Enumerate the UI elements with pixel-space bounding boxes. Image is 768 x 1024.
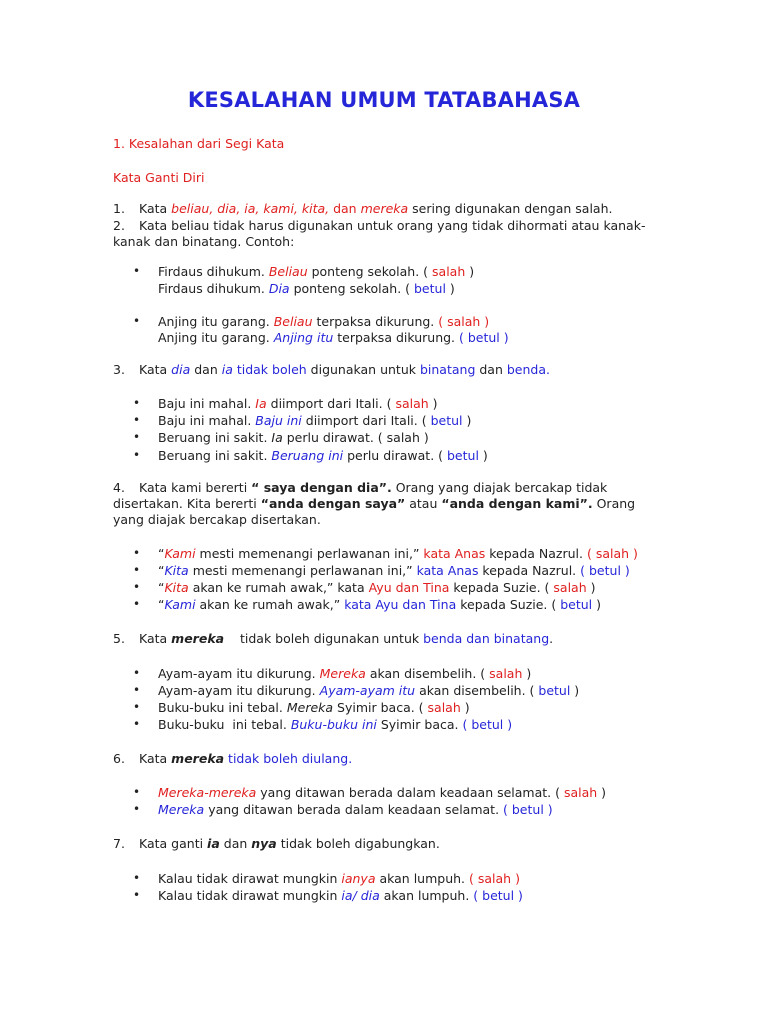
list-item <box>158 412 471 429</box>
text-span: Kata <box>139 631 172 646</box>
text-span: betul <box>414 281 446 296</box>
bullet-icon: • <box>133 717 141 731</box>
text-span: kepada Nazrul. <box>478 563 581 578</box>
text-span: ) <box>465 264 475 279</box>
text-span: Mereka <box>319 666 366 681</box>
text-span: salah <box>553 580 587 595</box>
text-span: Kata <box>139 751 172 766</box>
text-span: kepada Suzie. ( <box>456 597 561 612</box>
text: Kata <box>139 201 172 216</box>
list-item <box>158 395 438 412</box>
text: dan <box>329 201 361 216</box>
text-span: akan ke rumah awak,” kata <box>188 580 369 595</box>
point-4-cont <box>113 495 635 512</box>
text-span: Syimir baca. ( <box>333 700 428 715</box>
text-span: Kita <box>164 580 189 595</box>
bullet-icon: • <box>133 666 141 680</box>
text-span: digunakan untuk <box>306 362 420 377</box>
text-span: yang diajak bercakap disertakan. <box>113 512 321 527</box>
text-span: kata Anas <box>423 546 486 561</box>
text-span: disertakan. Kita bererti <box>113 496 261 511</box>
subheading: Kata Ganti Diri <box>113 170 205 185</box>
text-span: 4. <box>113 480 125 495</box>
text-span: Anjing itu <box>273 330 334 345</box>
text-span: terpaksa dikurung. <box>333 330 459 345</box>
text-span: ponteng sekolah. ( <box>289 281 414 296</box>
text-span: Mereka <box>286 700 334 715</box>
text-span: kata Ayu dan Tina <box>344 597 457 612</box>
text-span: benda dan binatang <box>423 631 550 646</box>
text-span: Orang <box>592 496 636 511</box>
text-span: Ayu dan Tina <box>368 580 450 595</box>
text-span: nya <box>251 836 277 851</box>
text-span: Ia <box>255 396 267 411</box>
text-span: binatang <box>419 362 476 377</box>
text-span: akan disembelih. ( <box>415 683 539 698</box>
list-item <box>158 545 638 562</box>
list-item <box>158 579 596 596</box>
text-span: benda. <box>506 362 550 377</box>
text-span: Ayam-ayam itu <box>319 683 416 698</box>
point-6 <box>113 750 352 767</box>
text-span: “ <box>158 563 165 578</box>
text: Kata beliau tidak harus digunakan untuk orang yang tidak dihormati atau kanak- <box>139 218 646 233</box>
bullet-icon: • <box>133 871 141 885</box>
text-span: mesti memenangi perlawanan ini,” <box>195 546 424 561</box>
text-span: salah <box>489 666 523 681</box>
text-span: 5. <box>113 631 125 646</box>
list-item <box>158 429 429 446</box>
text-span: Kalau tidak dirawat mungkin <box>158 888 342 903</box>
text-span: Dia <box>268 281 290 296</box>
text-span: Firdaus dihukum. <box>158 264 269 279</box>
text-span: salah <box>563 785 598 800</box>
text-span: betul <box>430 413 463 428</box>
point-5 <box>113 630 553 647</box>
text-span: akan lumpuh. <box>379 888 474 903</box>
list-item <box>158 699 470 716</box>
bullet-icon: • <box>133 580 141 594</box>
list-item-cont <box>158 329 509 346</box>
text-span: dan <box>475 362 507 377</box>
text-span: “anda dengan kami”. <box>441 496 593 511</box>
text-span: ( betul ) <box>459 330 509 345</box>
section-heading: 1. Kesalahan dari Segi Kata <box>113 136 285 151</box>
text-span: ) <box>445 281 455 296</box>
text: kanak dan binatang. Contoh: <box>113 234 295 249</box>
text-span: ia/ dia <box>341 888 380 903</box>
list-item <box>158 887 523 904</box>
text-span: ( betul ) <box>503 802 553 817</box>
text-span: Beliau <box>273 314 313 329</box>
text-span: ( betul ) <box>580 563 630 578</box>
list-item <box>158 716 512 733</box>
point-2-cont <box>113 233 294 250</box>
list-item <box>158 263 474 280</box>
text-span: salah <box>395 396 429 411</box>
text-span: dia <box>171 362 191 377</box>
text-span: ponteng sekolah. ( <box>307 264 433 279</box>
text-span: mesti memenangi perlawanan ini,” <box>188 563 417 578</box>
text-span: mereka <box>171 631 225 646</box>
bullet-icon: • <box>133 888 141 902</box>
point-4-cont <box>113 511 321 528</box>
text-span: ( betul ) <box>462 717 513 732</box>
list-item <box>158 313 489 330</box>
text-span: Mereka <box>158 802 205 817</box>
text-span: ia <box>207 836 220 851</box>
point-2 <box>113 217 645 234</box>
text-span: Buku-buku ini <box>290 717 377 732</box>
text-span: Beruang ini sakit. <box>158 448 272 463</box>
text-span: “ <box>158 546 165 561</box>
text-span: 7. <box>113 836 125 851</box>
text-span: kepada Nazrul. <box>485 546 587 561</box>
text-span: “ <box>158 597 165 612</box>
text-span: perlu dirawat. ( salah ) <box>282 430 429 445</box>
text-span: salah <box>427 700 461 715</box>
text-span: Ayam-ayam itu dikurung. <box>158 683 320 698</box>
text-span: akan disembelih. ( <box>365 666 490 681</box>
bullet-icon: • <box>133 683 141 697</box>
text-span: ) <box>478 448 488 463</box>
text-span: ( salah ) <box>586 546 638 561</box>
text-span: Baju ini mahal. <box>158 396 256 411</box>
text-span: tidak boleh digunakan untuk <box>224 631 424 646</box>
bullet-icon: • <box>133 314 141 328</box>
bullet-icon: • <box>133 785 141 799</box>
text-span: Ayam-ayam itu dikurung. <box>158 666 320 681</box>
text-span: yang ditawan berada dalam keadaan selamat. <box>204 802 504 817</box>
text-span: Beliau <box>268 264 308 279</box>
text-span: “ saya dengan dia”. <box>251 480 392 495</box>
document-title: KESALAHAN UMUM TATABAHASA <box>187 88 581 112</box>
text-span: Buku-buku ini tebal. <box>158 717 291 732</box>
text-span: perlu dirawat. ( <box>343 448 447 463</box>
text: mereka <box>360 201 409 216</box>
text-span: Kata kami bererti <box>139 480 252 495</box>
text-span: kepada Suzie. ( <box>449 580 554 595</box>
text-span: tidak boleh <box>232 362 307 377</box>
text-span: 3. <box>113 362 125 377</box>
text-span: Baju ini <box>255 413 302 428</box>
text-span: ( betul ) <box>473 888 523 903</box>
text-span: betul <box>538 683 571 698</box>
bullet-icon: • <box>133 430 141 444</box>
bullet-icon: • <box>133 563 141 577</box>
text-span: Kata ganti <box>139 836 208 851</box>
text-span: ) <box>592 597 602 612</box>
point-number: 1. <box>113 201 125 216</box>
text-span: Firdaus dihukum. <box>158 281 269 296</box>
text-span: Beruang ini <box>271 448 344 463</box>
list-item <box>158 801 553 818</box>
text-span: dan <box>219 836 252 851</box>
text-span: Anjing itu garang. <box>158 314 274 329</box>
text-span: ) <box>522 666 532 681</box>
text-span: betul <box>447 448 479 463</box>
bullet-icon: • <box>133 700 141 714</box>
text: beliau, dia, ia, kami, kita, <box>171 201 330 216</box>
text-span: Anjing itu garang. <box>158 330 274 345</box>
bullet-icon: • <box>133 264 141 278</box>
point-3 <box>113 361 550 378</box>
text-span: Ia <box>271 430 283 445</box>
text-span: diimport dari Itali. ( <box>301 413 431 428</box>
text-span: atau <box>405 496 442 511</box>
list-item <box>158 682 579 699</box>
text-span: 6. <box>113 751 125 766</box>
list-item <box>158 784 606 801</box>
text-span: ) <box>460 700 470 715</box>
text-span: ( salah ) <box>438 314 490 329</box>
point-1 <box>113 200 612 217</box>
bullet-icon: • <box>133 413 141 427</box>
list-item-cont <box>158 280 455 297</box>
text-span: “ <box>158 580 165 595</box>
text-span: betul <box>560 597 593 612</box>
list-item <box>158 596 601 613</box>
text-span: Kami <box>164 546 196 561</box>
list-item <box>158 665 531 682</box>
list-item <box>158 447 488 464</box>
list-item <box>158 870 520 887</box>
text-span: tidak boleh diulang. <box>224 751 353 766</box>
text-span: salah <box>432 264 466 279</box>
text-span: ( salah ) <box>469 871 520 886</box>
text-span: Syimir baca. <box>376 717 463 732</box>
text-span: kata Anas <box>416 563 479 578</box>
text-span: terpaksa dikurung. <box>312 314 439 329</box>
text-span: Kita <box>164 563 189 578</box>
text-span: yang ditawan berada dalam keadaan selamat. ( <box>256 785 564 800</box>
text-span: Kalau tidak dirawat mungkin <box>158 871 342 886</box>
text-span: ianya <box>341 871 376 886</box>
text-span: Mereka-mereka <box>158 785 257 800</box>
text-span: ) <box>570 683 580 698</box>
text-span: tidak boleh digabungkan. <box>276 836 440 851</box>
bullet-icon: • <box>133 396 141 410</box>
point-7 <box>113 835 440 852</box>
text-span: mereka <box>171 751 225 766</box>
text-span: Baju ini mahal. <box>158 413 256 428</box>
text-span: Kata <box>139 362 172 377</box>
bullet-icon: • <box>133 448 141 462</box>
point-4 <box>113 479 607 496</box>
text-span: Buku-buku ini tebal. <box>158 700 287 715</box>
bullet-icon: • <box>133 597 141 611</box>
text-span: ) <box>428 396 438 411</box>
text-span: akan lumpuh. <box>375 871 470 886</box>
text-span: ) <box>586 580 596 595</box>
text-span: Orang yang diajak bercakap tidak <box>391 480 608 495</box>
text-span: akan ke rumah awak,” <box>195 597 345 612</box>
text-span: Kami <box>164 597 196 612</box>
bullet-icon: • <box>133 546 141 560</box>
text-span: Beruang ini sakit. <box>158 430 272 445</box>
list-item <box>158 562 630 579</box>
text-span: ia <box>221 362 233 377</box>
bullet-icon: • <box>133 802 141 816</box>
text: sering digunakan dengan salah. <box>408 201 613 216</box>
text-span: dan <box>190 362 222 377</box>
text-span: . <box>549 631 554 646</box>
text-span: diimport dari Itali. ( <box>266 396 396 411</box>
point-number: 2. <box>113 218 125 233</box>
text-span: ) <box>597 785 607 800</box>
text-span: ) <box>462 413 472 428</box>
text-span: “anda dengan saya” <box>260 496 406 511</box>
